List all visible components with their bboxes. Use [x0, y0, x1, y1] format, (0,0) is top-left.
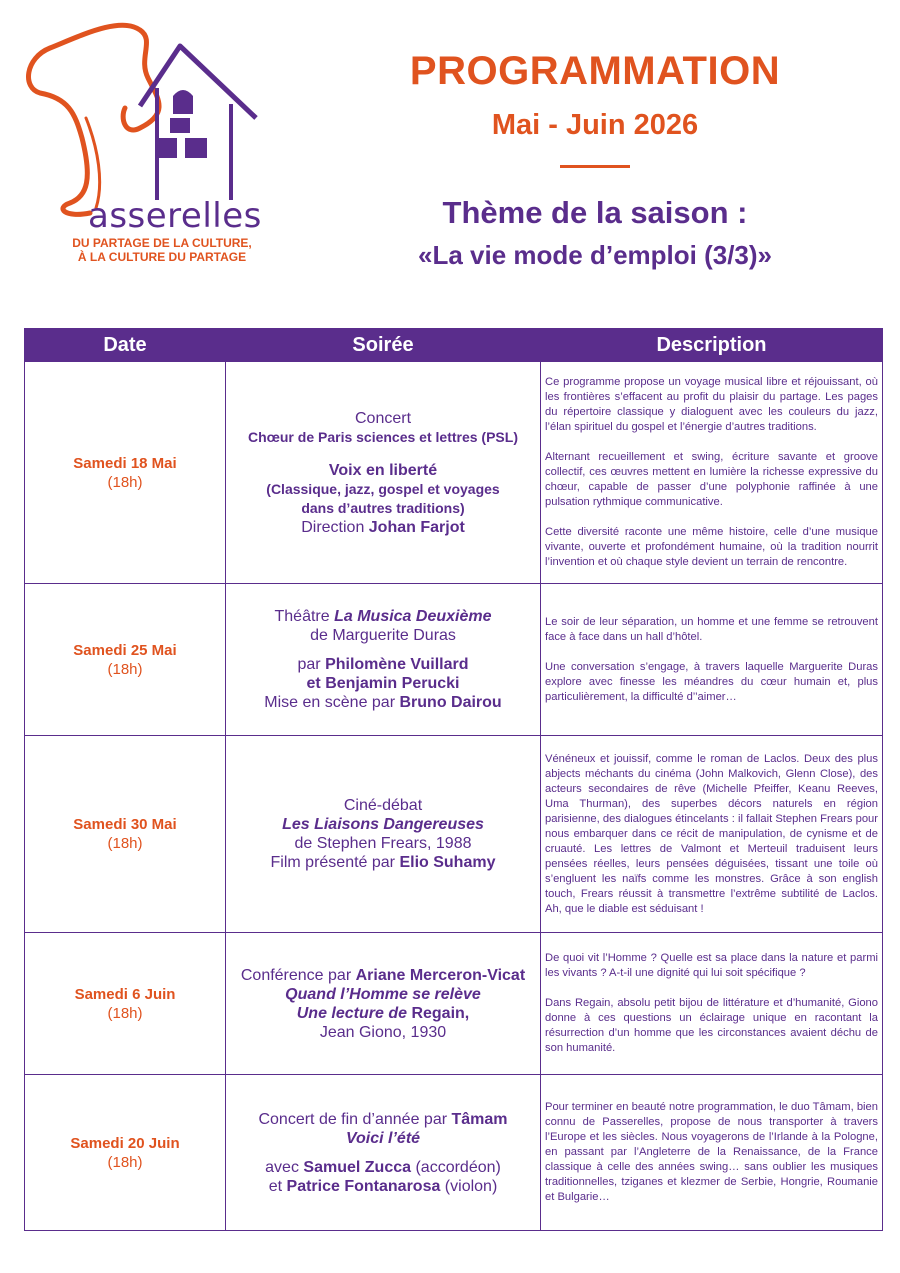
table-row	[25, 736, 883, 933]
event-title: Voix en liberté	[328, 461, 438, 479]
event-title: Quand l’Homme se relève	[285, 985, 481, 1003]
event-author: Jean Giono, 1930	[319, 1023, 447, 1041]
musician-line: avec Samuel Zucca (accordéon)	[265, 1158, 501, 1176]
date-cell	[25, 736, 226, 933]
date-cell	[25, 362, 226, 584]
table-row	[25, 362, 883, 584]
date-cell	[25, 933, 226, 1075]
event-type: Théâtre	[274, 608, 335, 625]
description-paragraph: Pour terminer en beauté notre programmation, le duo Tâmam, bien connu de Passerelles, propose de nous transporter à travers l’Europe et les siècles. Nous voyagerons de l’Irlande à la Pologne, en passant par l’Angleterre de la Renaissance, de la France classique à celle des années swing… sans oublier les musiques traditionnelles, tziganes et klezmer de Serbie, Hongrie, Roumanie et Bulgarie…	[545, 1101, 878, 1203]
soiree-cell	[226, 736, 541, 933]
logo-wordmark: asserelles	[88, 196, 262, 236]
theme-value: «La vie mode d’emploi (3/3)»	[418, 240, 772, 270]
tagline-line-1: DU PARTAGE DE LA CULTURE,	[72, 236, 252, 250]
event-time: (18h)	[107, 835, 143, 852]
col-header-soiree: Soirée	[226, 329, 541, 362]
event-time: (18h)	[107, 1153, 143, 1171]
page-header	[340, 45, 850, 272]
soiree-cell	[226, 584, 541, 736]
event-time: (18h)	[107, 660, 143, 678]
table-header-row	[25, 329, 883, 362]
date-cell	[25, 1075, 226, 1231]
event-time: (18h)	[107, 473, 143, 491]
event-title: La Musica Deuxième	[334, 608, 492, 625]
director-name: Bruno Dairou	[399, 694, 502, 711]
event-direction: Mise en scène par Bruno Dairou	[264, 694, 502, 711]
passerelles-logo	[20, 18, 290, 268]
event-date: Samedi 30 Mai	[73, 816, 177, 833]
event-direction: Direction Johan Farjot	[301, 518, 465, 536]
table-row	[25, 1075, 883, 1231]
description-paragraph: Cette diversité raconte une même histoire, celle d’une musique vivante, ouverte et profondément humaine, où la tradition nourrit l’invention et où chaque style devient un terrain de rencontre.	[545, 526, 878, 568]
event-title: Les Liaisons Dangereuses	[282, 816, 484, 833]
event-author: de Stephen Frears, 1988	[294, 835, 472, 852]
description-cell	[541, 933, 883, 1075]
director-name: Johan Farjot	[368, 518, 465, 536]
group-name: Tâmam	[451, 1110, 508, 1128]
event-subtitle: Une lecture de Regain,	[296, 1004, 470, 1022]
event-type-title	[226, 607, 540, 626]
actor-name: et Benjamin Perucki	[306, 675, 460, 692]
divider	[560, 165, 630, 168]
brand-tagline	[52, 236, 272, 264]
description-paragraph: Dans Regain, absolu petit bijou de littérature et d’humanité, Giono donne à ces questions un éclairage unique en racontant la résurrection d’un homme que les circonstances avaient déchu de son humanité.	[545, 997, 878, 1054]
description-paragraph: Alternant recueillement et swing, écriture savante et groove collectif, ces œuvres mettent en lumière la richesse expressive du chœur, capable de passer d’une polyphonie raffinée à une pulsation rythmique communicative.	[545, 451, 878, 508]
period: Mai - Juin 2026	[491, 109, 699, 141]
event-type: Conférence par	[240, 966, 356, 984]
col-header-description: Description	[541, 329, 883, 362]
col-header-date: Date	[25, 329, 226, 362]
table-row	[25, 933, 883, 1075]
tagline-line-2: À LA CULTURE DU PARTAGE	[77, 250, 247, 264]
event-cast: par Philomène Vuillard	[297, 656, 469, 673]
description-cell	[541, 1075, 883, 1231]
event-type: Concert de fin d’année par	[258, 1110, 452, 1128]
speaker-name: Ariane Merceron-Vicat	[355, 966, 526, 984]
soiree-cell	[226, 362, 541, 584]
description-paragraph: Une conversation s’engage, à travers laquelle Marguerite Duras explore avec finesse les méandres du cœur humain et, plus particulièrement, la difficulté d’’aimer…	[545, 660, 878, 703]
event-date: Samedi 6 Juin	[74, 985, 176, 1003]
event-subtitle-2: dans d’autres traditions)	[301, 499, 465, 516]
description-cell	[541, 362, 883, 584]
presenter-name: Elio Suhamy	[399, 854, 496, 871]
event-subtitle-1: (Classique, jazz, gospel et voyages	[266, 480, 500, 497]
soiree-cell	[226, 933, 541, 1075]
event-type: Ciné-débat	[343, 797, 423, 814]
description-paragraph: Vénéneux et jouissif, comme le roman de Laclos. Deux des plus abjects méchants du cinéma (John Malkovich, Glenn Close), des acteurs secondaires de rêve (Michelle Pfeiffer, Keanu Reeves, Uma Thurman), des superbes décors naturels en région parisienne, des dialogues étincelants : il fallait Stephen Frears pour nous embarquer dans ce récit de manipulation, de cynisme et de cruauté. Les lettres de Valmont et Merteuil traduisent leurs pensées réelles, leurs pensées déguisées, tissant une toile où s’engluent les naïfs comme les monstres. Grâce à son english touch, Frears réussit à transmettre l’extrême subtilité de Laclos. Ah, que le diable est séduisant !	[545, 752, 878, 915]
work-title: Regain,	[411, 1004, 470, 1022]
event-date: Samedi 18 Mai	[73, 454, 177, 472]
musician-name: Patrice Fontanarosa	[286, 1177, 441, 1195]
event-time: (18h)	[107, 1004, 143, 1022]
event-author: de Marguerite Duras	[310, 627, 456, 644]
date-cell	[25, 584, 226, 736]
musician-name: Samuel Zucca	[303, 1158, 412, 1176]
description-paragraph: Le soir de leur séparation, un homme et une femme se retrouvent face à face dans un hall d’hôtel.	[545, 615, 878, 643]
description-paragraph: Ce programme propose un voyage musical libre et réjouissant, où les frontières s’effacent au profit du plaisir du partage. Les pages du répertoire classique y dialoguent avec les couleurs du jazz, l’élan spirituel du gospel et l’énergie d’autres traditions.	[545, 376, 878, 433]
event-type-group	[226, 1110, 540, 1129]
soiree-cell	[226, 1075, 541, 1231]
description-paragraph: De quoi vit l’Homme ? Quelle est sa place dans la nature et parmi les vivants ? A-t-il une dignité qui lui soit spécifique ?	[545, 952, 878, 979]
theme-label: Thème de la saison :	[442, 195, 748, 230]
event-type: Concert	[354, 409, 412, 427]
event-date: Samedi 20 Juin	[70, 1134, 180, 1152]
event-ensemble: Chœur de Paris sciences et lettres (PSL)	[248, 428, 518, 445]
event-presenter: Film présenté par Elio Suhamy	[270, 854, 496, 871]
musician-line: et Patrice Fontanarosa (violon)	[268, 1177, 498, 1195]
event-date: Samedi 25 Mai	[73, 641, 177, 659]
actor-name: Philomène Vuillard	[325, 656, 469, 673]
program-table	[24, 328, 883, 1231]
description-cell	[541, 736, 883, 933]
page-title: PROGRAMMATION	[409, 49, 781, 93]
description-cell	[541, 584, 883, 736]
table-row	[25, 584, 883, 736]
event-type-speaker	[226, 966, 540, 985]
event-title: Voici l’été	[345, 1129, 421, 1147]
